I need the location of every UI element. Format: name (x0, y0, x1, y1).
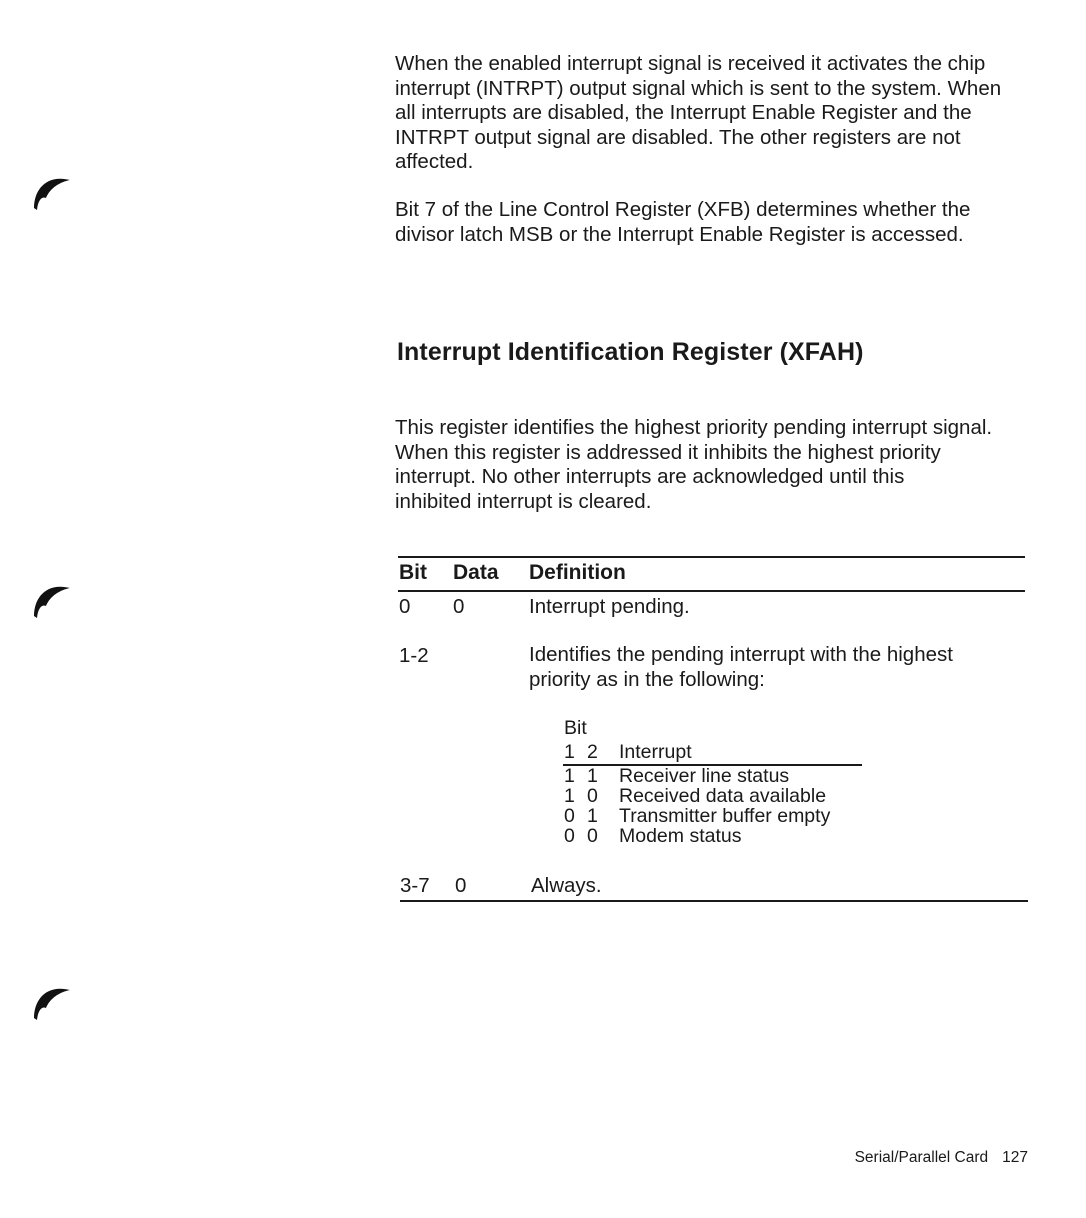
row-data: 0 (455, 874, 467, 897)
table-bottom-rule (400, 900, 1028, 902)
page-footer (855, 1149, 1028, 1167)
subtable-interrupt: Received data available (619, 785, 827, 807)
subtable-header-bit1: 1 (564, 741, 575, 763)
footer-title: Serial/Parallel Card (854, 1149, 989, 1166)
row-definition: Identifies the pending interrupt with the highest (529, 643, 953, 666)
subtable-interrupt: Transmitter buffer empty (619, 805, 831, 827)
intro-paragraph (395, 52, 1035, 175)
row-definition: Always. (531, 874, 602, 897)
text-line: This register identifies the highest priority pending interrupt signal. (395, 416, 993, 439)
section-heading: Interrupt Identification Register (XFAH) (397, 338, 864, 366)
text-line: inhibited interrupt is cleared. (395, 489, 652, 513)
text-line: INTRPT output signal are disabled. The other registers are not (395, 125, 961, 149)
row-bit: 0 (399, 595, 411, 618)
subtable-interrupt: Receiver line status (619, 765, 790, 787)
subtable-bit2: 1 (587, 765, 598, 787)
row-definition: priority as in the following: (529, 668, 765, 691)
table-top-rule (398, 556, 1025, 558)
subtable-header-interrupt: Interrupt (619, 741, 692, 763)
binder-mark-middle (30, 576, 74, 620)
text-line: When the enabled interrupt signal is received it activates the chip (395, 52, 986, 75)
subtable-bit1: 0 (564, 825, 575, 847)
row-bit: 1-2 (399, 644, 429, 667)
subtable-bit1: 1 (564, 785, 575, 807)
header-bit: Bit (399, 561, 427, 584)
subtable-interrupt: Modem status (619, 825, 742, 847)
row-data: 0 (453, 595, 465, 618)
header-definition: Definition (529, 561, 626, 584)
header-data: Data (453, 561, 499, 584)
binder-mark-bottom (30, 978, 74, 1022)
text-line: interrupt (INTRPT) output signal which is sent to the system. When (395, 76, 1002, 100)
table-header-rule (398, 590, 1025, 592)
subtable-bit2: 0 (587, 825, 598, 847)
text-line: affected. (395, 150, 474, 173)
text-line: When this register is addressed it inhibits the highest priority (395, 440, 941, 464)
text-line: all interrupts are disabled, the Interrupt Enable Register and the (395, 101, 972, 124)
subtable-bit2: 0 (587, 785, 598, 807)
subtable-bit1: 1 (564, 765, 575, 787)
register-description (395, 416, 1035, 514)
bit7-paragraph (395, 198, 1035, 247)
page-number: 127 (1002, 1149, 1028, 1166)
binder-mark-top (30, 168, 74, 212)
text-line: divisor latch MSB or the Interrupt Enable Register is accessed. (395, 222, 964, 246)
text-line: interrupt. No other interrupts are acknowledged until this (395, 465, 905, 488)
text-line: Bit 7 of the Line Control Register (XFB) determines whether the (395, 198, 971, 221)
subtable-bit2: 1 (587, 805, 598, 827)
subtable-bit1: 0 (564, 805, 575, 827)
subtable-header-bit2: 2 (587, 741, 598, 763)
subtable-label: Bit (564, 717, 587, 739)
row-definition: Interrupt pending. (529, 595, 690, 618)
row-bit: 3-7 (400, 874, 430, 897)
